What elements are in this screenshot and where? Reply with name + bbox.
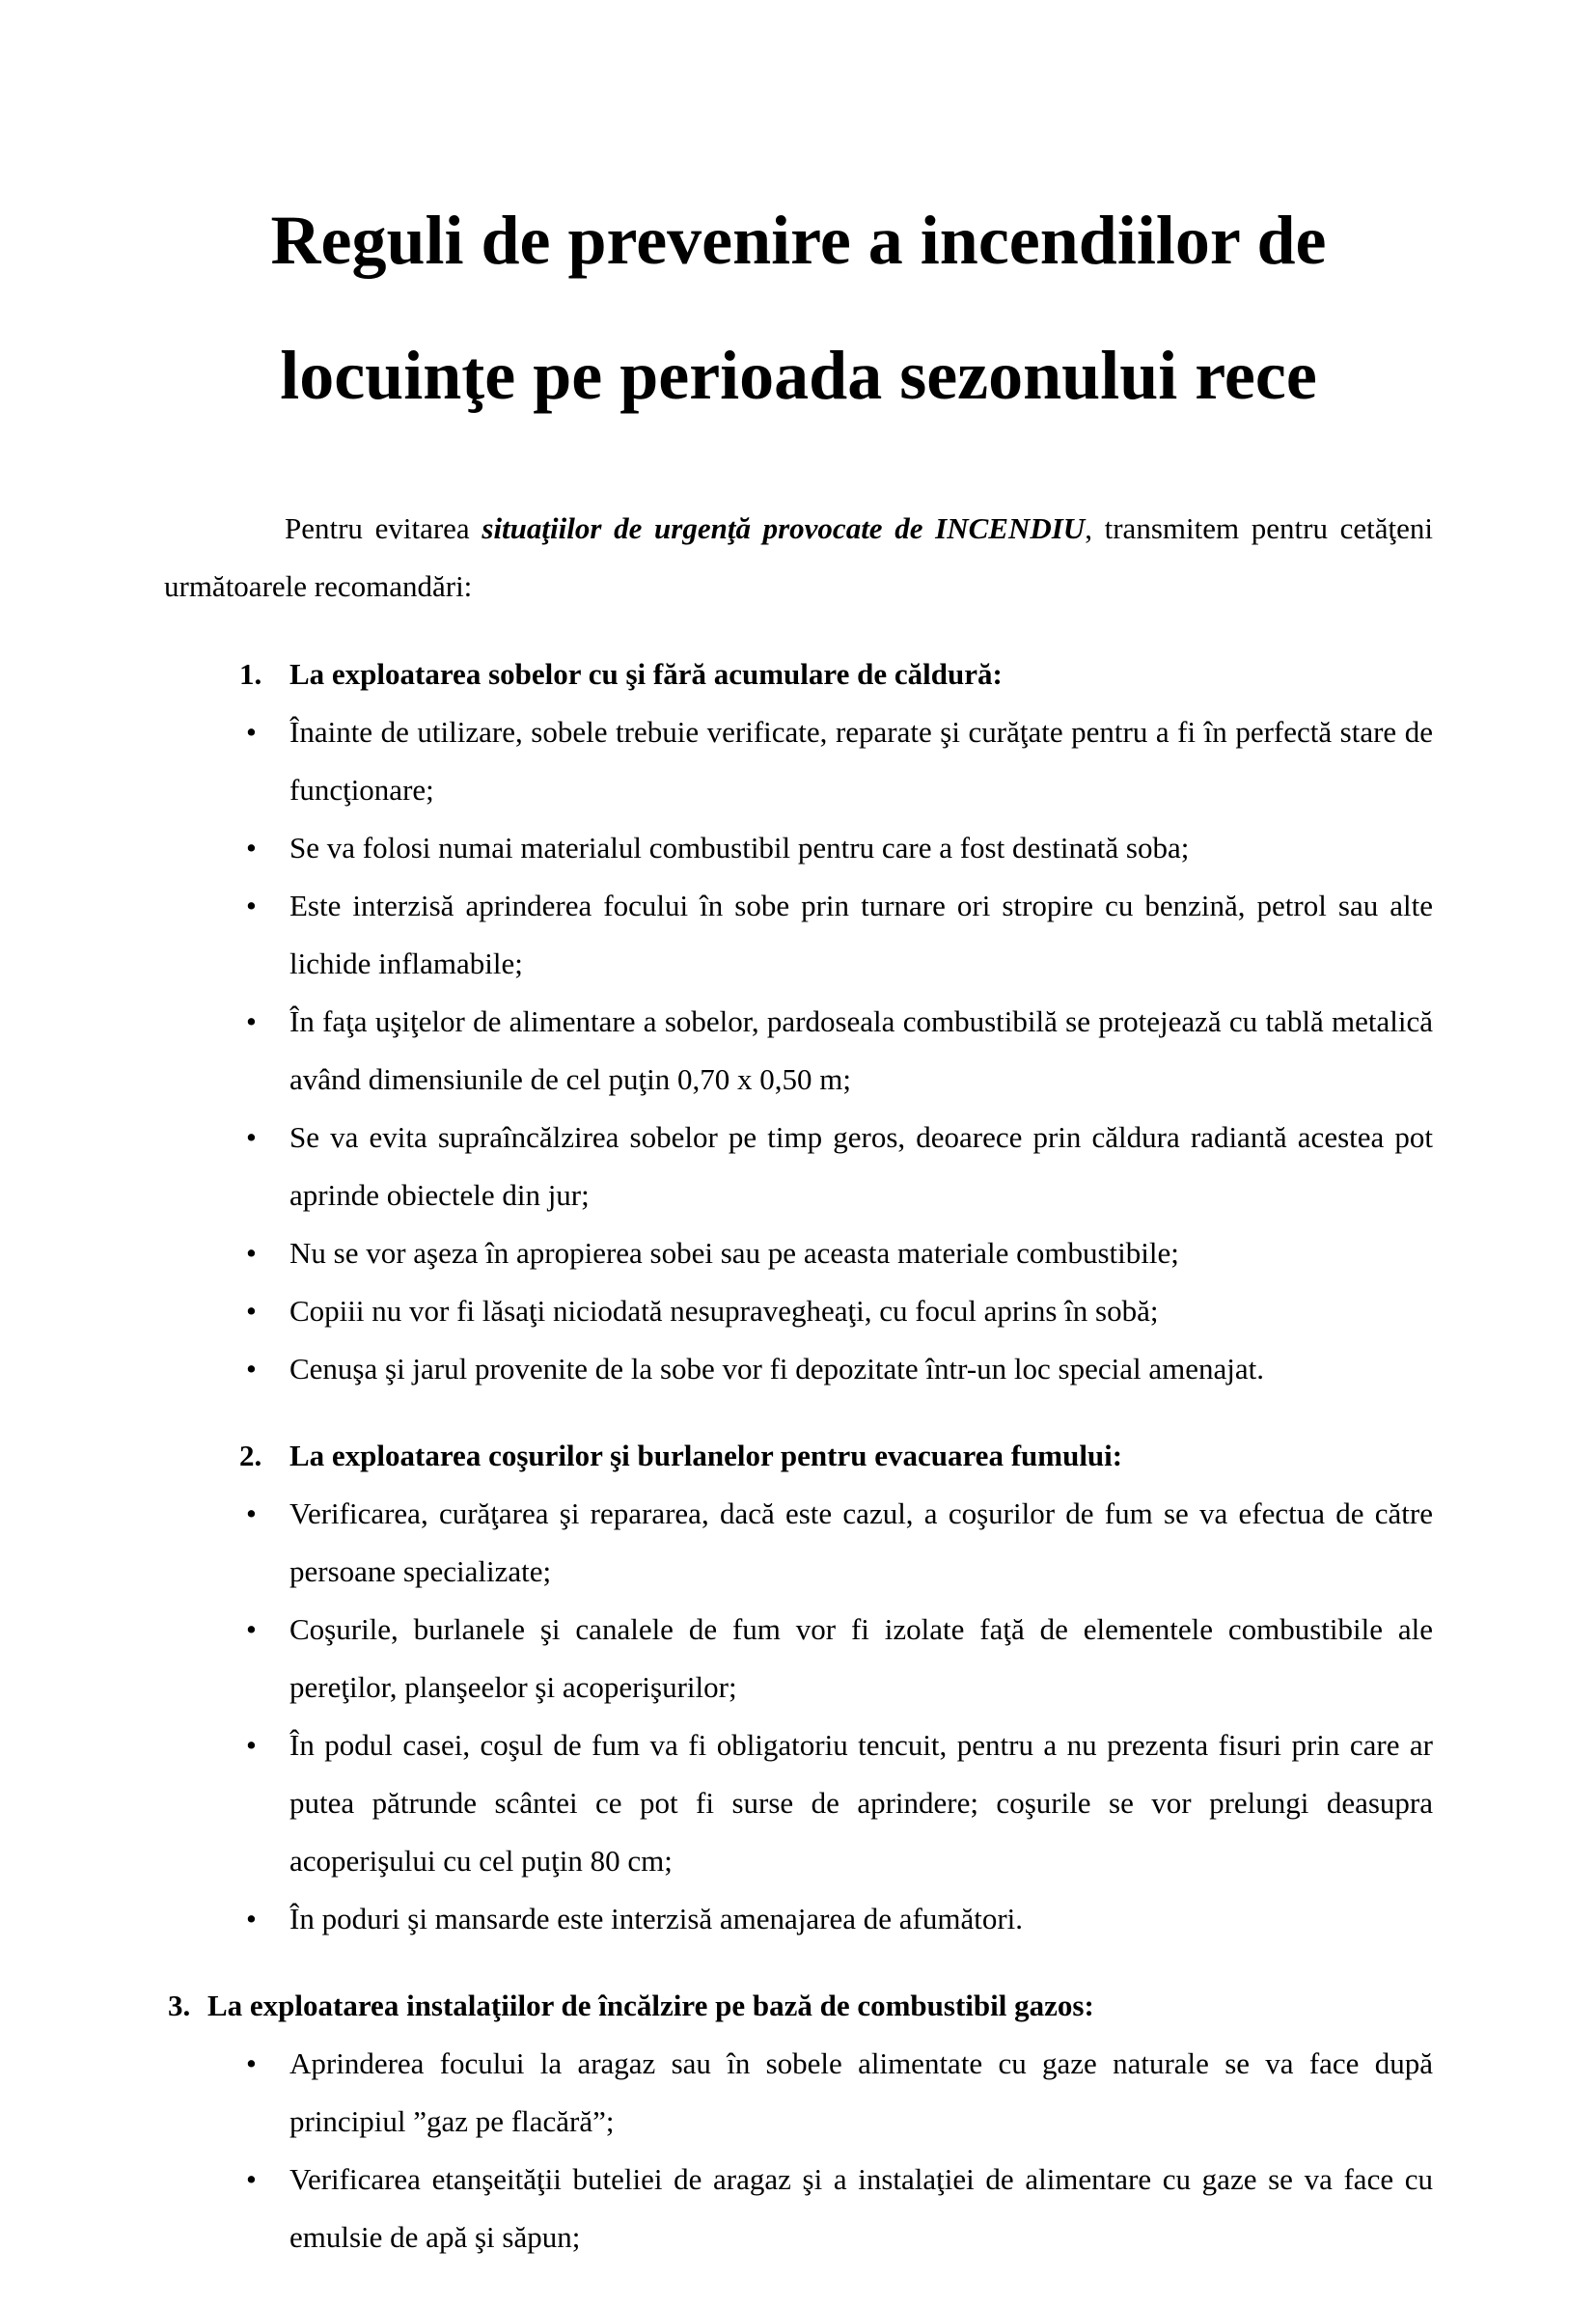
intro-text-before: Pentru evitarea — [285, 511, 482, 546]
bullet-item — [164, 819, 1433, 877]
bullet-text: Se va folosi numai materialul combustibil pentru care a fost destinată soba; — [289, 831, 1190, 865]
intro-text-after: , transmitem pentru cetăţeni următoarele recomandări: — [164, 511, 1434, 604]
section-1-number: 1. — [239, 657, 262, 692]
bullet-text: Verificarea, curăţarea şi repararea, dacă este cazul, a coşurilor de fum se va efectua de către persoane specializate; — [289, 1496, 1433, 1589]
bullet-text: Copiii nu vor fi lăsaţi niciodată nesupravegheaţi, cu focul aprins în sobă; — [289, 1294, 1159, 1329]
bullet-item — [164, 2035, 1433, 2151]
bullet-item — [164, 1485, 1433, 1601]
bullet-item — [164, 1716, 1433, 1890]
page-title — [164, 202, 1433, 415]
bullet-item — [164, 1601, 1433, 1716]
title-line-1: Reguli de prevenire a incendiilor de — [270, 202, 1327, 280]
bullet-text: În podul casei, coşul de fum va fi obligatoriu tencuit, pentru a nu prezenta fisuri prin care ar putea pătrunde scântei ce pot fi surse de aprindere; coşurile se vor prelungi deasupra acoperişului cu cel puţin 80 cm; — [289, 1728, 1433, 1879]
section-1-heading-text: La exploatarea sobelor cu şi fără acumulare de căldură: — [289, 657, 1003, 692]
bullet-item — [164, 1282, 1433, 1340]
bullet-item — [164, 877, 1433, 993]
bullet-item — [164, 993, 1433, 1109]
bullet-item — [164, 1340, 1433, 1398]
title-line-2: locuinţe pe perioada sezonului rece — [280, 337, 1317, 415]
bullet-icon: • — [246, 831, 257, 865]
bullet-icon: • — [246, 1120, 257, 1155]
bullet-item — [164, 703, 1433, 819]
section-3-bullet-list — [164, 2035, 1433, 2266]
bullet-icon: • — [246, 1352, 257, 1386]
bullet-icon: • — [246, 2162, 257, 2197]
section-3-heading — [164, 1977, 1433, 2035]
section-2-heading — [164, 1427, 1433, 1485]
bullet-icon: • — [246, 715, 257, 750]
bullet-icon: • — [246, 1004, 257, 1039]
bullet-icon: • — [246, 1496, 257, 1531]
bullet-text: În faţa uşiţelor de alimentare a sobelor, pardoseala combustibilă se protejează cu tablă metalică având dimensiunile de cel puţin 0,70 x 0,50 m; — [289, 1004, 1433, 1097]
bullet-item — [164, 1890, 1433, 1948]
section-1-heading — [164, 645, 1433, 703]
section-1-bullet-list — [164, 703, 1433, 1398]
bullet-text: Este interzisă aprinderea focului în sobe prin turnare ori stropire cu benzină, petrol sau alte lichide inflamabile; — [289, 889, 1433, 981]
bullet-icon: • — [246, 889, 257, 923]
bullet-text: Coşurile, burlanele şi canalele de fum vor fi izolate faţă de elementele combustibile ale pereţilor, planşeelor şi acoperişurilor; — [289, 1612, 1433, 1705]
bullet-text: Înainte de utilizare, sobele trebuie verificate, reparate şi curăţate pentru a fi în perfectă stare de funcţionare; — [289, 715, 1433, 808]
bullet-text: Nu se vor aşeza în apropierea sobei sau pe aceasta materiale combustibile; — [289, 1236, 1179, 1271]
intro-emphasis: situaţiilor de urgenţă provocate de INCENDIU — [482, 511, 1086, 546]
bullet-text: Cenuşa şi jarul provenite de la sobe vor fi depozitate într-un loc special amenajat. — [289, 1352, 1264, 1386]
section-2-number: 2. — [239, 1439, 262, 1473]
bullet-item — [164, 1224, 1433, 1282]
bullet-item — [164, 1109, 1433, 1224]
bullet-text: În poduri şi mansarde este interzisă amenajarea de afumători. — [289, 1902, 1024, 1936]
section-3-number: 3. — [168, 1989, 191, 2023]
intro-paragraph — [164, 500, 1433, 616]
section-2-heading-text: La exploatarea coşurilor şi burlanelor pentru evacuarea fumului: — [289, 1439, 1123, 1473]
bullet-icon: • — [246, 1728, 257, 1763]
bullet-icon: • — [246, 1294, 257, 1329]
bullet-item — [164, 2151, 1433, 2266]
bullet-icon: • — [246, 1236, 257, 1271]
bullet-text: Aprinderea focului la aragaz sau în sobele alimentate cu gaze naturale se va face după principiul ”gaz pe flacără”; — [289, 2046, 1433, 2139]
bullet-icon: • — [246, 1612, 257, 1647]
bullet-icon: • — [246, 1902, 257, 1936]
section-3-heading-text: La exploatarea instalaţiilor de încălzire pe bază de combustibil gazos: — [207, 1989, 1094, 2023]
bullet-icon: • — [246, 2046, 257, 2081]
bullet-text: Verificarea etanşeităţii buteliei de aragaz şi a instalaţiei de alimentare cu gaze se va face cu emulsie de apă şi săpun; — [289, 2162, 1433, 2255]
bullet-text: Se va evita supraîncălzirea sobelor pe timp geros, deoarece prin căldura radiantă acestea pot aprinde obiectele din jur; — [289, 1120, 1433, 1213]
section-2-bullet-list — [164, 1485, 1433, 1948]
